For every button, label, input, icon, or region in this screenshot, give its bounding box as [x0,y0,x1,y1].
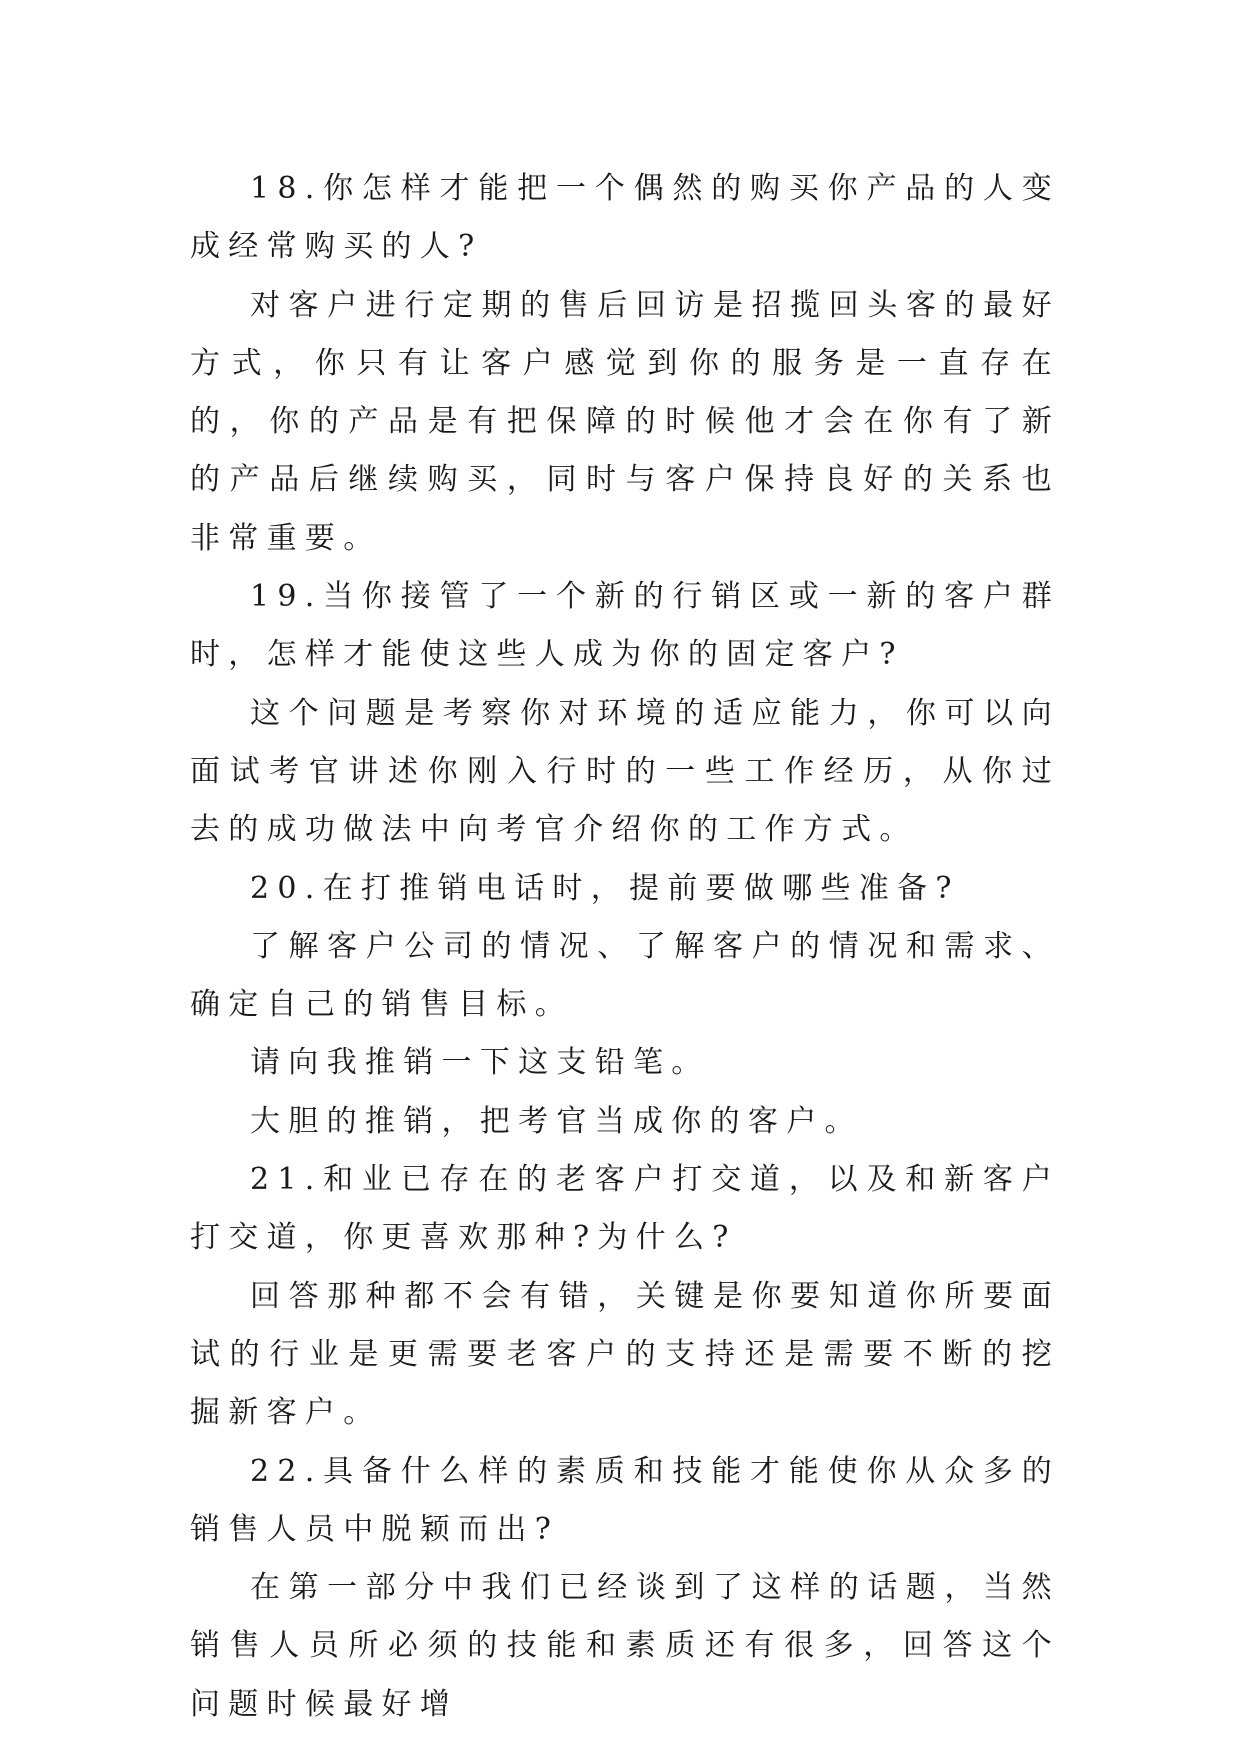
question-19: 19.当你接管了一个新的行销区或一新的客户群时，怎样才能使这些人成为你的固定客户? [190,579,1060,673]
answer-19: 这个问题是考察你对环境的适应能力，你可以向面试考官讲述你刚入行时的一些工作经历，从你过去的成功做法中向考官介绍你的工作方式。 [190,695,1060,848]
question-21: 21.和业已存在的老客户打交道，以及和新客户打交道，你更喜欢那种?为什么? [190,1162,1060,1256]
question-20: 20.在打推销电话时，提前要做哪些准备? [250,870,960,906]
answer-pencil: 大胆的推销，把考官当成你的客户。 [250,1103,863,1139]
document-body [190,160,1060,1734]
question-18: 18.你怎样才能把一个偶然的购买你产品的人变成经常购买的人? [190,171,1060,265]
answer-18: 对客户进行定期的售后回访是招揽回头客的最好方式，你只有让客户感觉到你的服务是一直存在的，你的产品是有把保障的时候他才会在你有了新的产品后继续购买，同时与客户保持良好的关系也非常重要。 [190,287,1060,556]
answer-22: 在第一部分中我们已经谈到了这样的话题，当然销售人员所必须的技能和素质还有很多，回答这个问题时候最好增 [190,1570,1060,1722]
question-pencil: 请向我推销一下这支铅笔。 [250,1045,710,1081]
answer-20: 了解客户公司的情况、了解客户的情况和需求、确定自己的销售目标。 [190,928,1060,1023]
answer-21: 回答那种都不会有错，关键是你要知道你所要面试的行业是更需要老客户的支持还是需要不断的挖掘新客户。 [190,1278,1060,1431]
question-22: 22.具备什么样的素质和技能才能使你从众多的销售人员中脱颖而出? [190,1453,1060,1547]
